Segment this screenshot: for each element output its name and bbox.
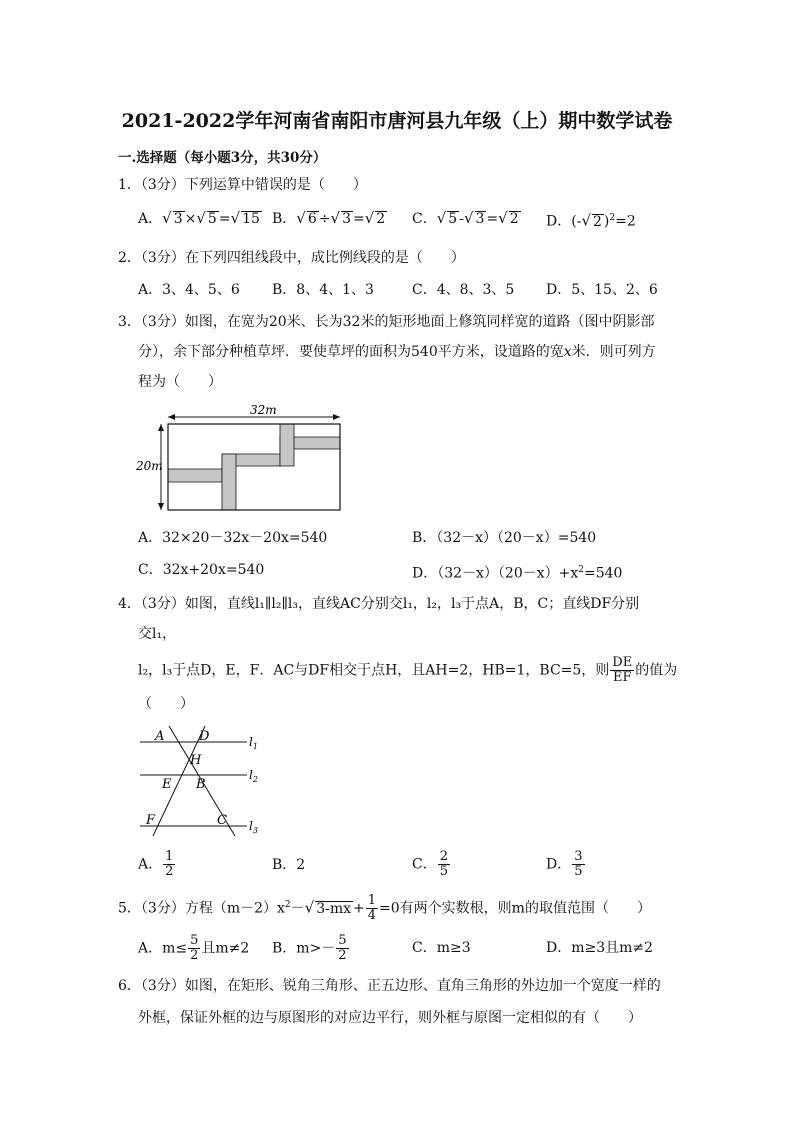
q4-frac-num: DE: [612, 655, 633, 670]
q1-d-exp: 2: [609, 213, 616, 223]
q3-road-horizontal: [168, 437, 340, 482]
q5-rad: 3-mx: [316, 900, 352, 917]
section-heading: 一.选择题（每小题3分，共30分）: [118, 150, 327, 166]
q6-line1: 6．（3分）如图，在矩形、锐角三角形、正五边形、直角三角形的外边加一个宽度一样的: [118, 978, 661, 994]
q4-d-frac: [572, 850, 584, 879]
q5-exp: 2: [284, 899, 291, 910]
q4-a-label: A．: [138, 856, 163, 873]
q3-line3: 程为（ ）: [138, 374, 222, 390]
q5-option-b: [272, 934, 350, 963]
q2-option-b: B．8、4、1、3: [272, 282, 374, 298]
q1-d-label: D．: [546, 213, 572, 230]
q2-option-c: C．4、8、3、5: [412, 282, 515, 298]
q1-a-left: 3: [173, 211, 183, 227]
q1-c-mid: 3: [475, 211, 485, 227]
q5-option-c: C．m≥3: [412, 940, 471, 956]
q5-a-post: 且m≠2: [201, 940, 250, 957]
q1-b-label: B．: [272, 211, 297, 227]
q4-label-l1: $l_1$: [249, 735, 258, 751]
q1-b-eq: =: [353, 211, 365, 227]
page-title: 2021-2022学年河南省南阳市唐河县九年级（上）期中数学试卷: [121, 110, 673, 132]
q4-label-l3: $l_3$: [249, 819, 258, 835]
q3-line2-post: 米．则可列方: [571, 344, 656, 360]
q4-option-c: [412, 850, 451, 879]
q1-a-right: 15: [242, 211, 260, 227]
q3-fig-top-label: 32m: [250, 403, 277, 417]
q4-c-frac: [438, 850, 450, 879]
q1-a-mid: 5: [207, 211, 217, 227]
q4-a-num: 1: [165, 849, 174, 864]
q3-d-pre: D．（32－x）（20－x）+x: [412, 565, 579, 582]
q5-f-den: 4: [367, 908, 377, 923]
q1-option-d: D．(-√ 2 )$^2$=2: [546, 211, 636, 230]
q3-line1: 3．（3分）如图，在宽为20米、长为32米的矩形地面上修筑同样宽的道路（图中阴影部: [118, 314, 655, 330]
q4-line1: 4．（3分）如图，直线l₁∥l₂∥l₃，直线AC分别交l₁，l₂，l₃于点A，B，C；直线DF分别: [118, 596, 640, 612]
q4-option-d: [546, 850, 586, 879]
q5-post: =0有两个实数根，则m的取值范围（ ）: [379, 900, 651, 917]
q1-d-rad: 2: [593, 213, 602, 230]
q4-label-l2: $l_2$: [249, 768, 258, 784]
q5-f-num: 1: [367, 893, 377, 908]
q1-b-left: 6: [307, 211, 317, 227]
q3-line2: [138, 342, 656, 362]
q1-d-pre: (-: [571, 213, 582, 230]
q1-a-label: A．: [138, 211, 163, 227]
q4-point-c: C: [217, 813, 227, 828]
q4-point-d: D: [199, 729, 210, 744]
q3-var: x: [563, 344, 572, 360]
q1-d-eq: =2: [615, 213, 636, 230]
q4-a-frac: [163, 850, 175, 879]
q1-option-c: C．√ 5 -√ 3 =√ 2: [412, 209, 519, 227]
q3-road-vertical-top: [280, 424, 294, 466]
q3-option-a: A．32×20－32x－20x=540: [138, 530, 328, 546]
q3-d-exp: 2: [578, 565, 585, 575]
q2-option-a: A．3、4、5、6: [138, 282, 240, 298]
q1-option-a: A．√ 3 ×√ 5 =√ 15: [138, 209, 260, 227]
q3-option-d: [412, 560, 622, 584]
q4-option-a: [138, 850, 176, 879]
q5-b-den: 2: [338, 948, 347, 963]
q4-line3-text: l₂，l₃于点D，E，F．AC与DF相交于点H，且AH=2，HB=1，BC=5，则: [138, 662, 610, 679]
q5-stem: 5．（3分）方程$(m-2)x^2-√$ 3-mx + $\frac{1}{4}$ =0有两个实数根，则m的取值范围（ ）: [118, 893, 651, 923]
q3-option-b: B．（32－x）（20－x）=540: [412, 530, 597, 546]
q4-line3: [138, 656, 677, 685]
q5-option-a: [138, 934, 249, 963]
q5-a-pre: A．m≤: [138, 940, 188, 957]
q4-point-h: H: [190, 753, 202, 768]
q2-option-d: D．5、15、2、6: [546, 282, 658, 298]
q4-point-a: A: [155, 729, 165, 744]
q4-d-label: D．: [546, 856, 572, 873]
q3-d-post: =540: [584, 565, 623, 582]
q4-c-label: C．: [412, 856, 437, 873]
q5-plus: +: [353, 900, 365, 917]
q1-stem: 1．（3分）下列运算中错误的是（ ）: [118, 177, 367, 193]
q4-point-f: F: [146, 813, 156, 828]
q1-c-eq: =: [486, 211, 499, 227]
q3-figure: [130, 402, 360, 520]
q1-a-eq: =: [218, 211, 231, 227]
q3-road-vertical: [222, 454, 236, 510]
q5-b-frac: [336, 934, 348, 963]
q4-point-b: B: [196, 777, 206, 792]
q1-b-mid: 3: [342, 211, 351, 227]
q1-c-label: C．: [412, 211, 437, 227]
q1-d-post: ): [603, 213, 610, 230]
q1-c-left: 5: [448, 211, 458, 227]
q4-frac-den: EF: [613, 670, 632, 685]
q1-c-op: -: [459, 211, 464, 227]
q5-a-num: 5: [190, 933, 199, 948]
q2-stem: 2．（3分）在下列四组线段中，成比例线段的是（ ）: [118, 250, 465, 266]
q3-line2-pre: 分），余下部分种植草坪．要使草坪的面积为540平方米，设道路的宽: [138, 344, 564, 360]
q4-c-num: 2: [439, 849, 448, 864]
q1-option-b: B．√ 6 ÷√ 3 =√ 2: [272, 209, 386, 227]
q4-line2: 交l₁，: [138, 626, 177, 642]
q5-minus: －: [290, 900, 305, 917]
q1-a-op: ×: [184, 211, 197, 227]
q4-d-den: 5: [574, 864, 583, 879]
q5-b-num: 5: [338, 933, 347, 948]
q4-fraction: [610, 656, 634, 685]
q1-c-right: 2: [509, 211, 519, 227]
q4-c-den: 5: [439, 864, 448, 879]
q4-figure: [135, 722, 275, 844]
q5-a-den: 2: [190, 948, 199, 963]
q4-a-den: 2: [165, 864, 174, 879]
q3-option-c: C．32x+20x=540: [138, 562, 265, 578]
q4-line4: （ ）: [138, 696, 194, 712]
q6-line2: 外框，保证外框的边与原图形的对应边平行，则外框与原图一定相似的有（ ）: [138, 1010, 642, 1026]
q4-option-b: B．2: [272, 857, 306, 873]
q5-frac: [366, 894, 378, 923]
q1-b-right: 2: [376, 211, 386, 227]
q5-pre: 5．（3分）方程（m－2）x: [118, 900, 285, 917]
q3-fig-left-label: 20m: [136, 459, 163, 473]
q4-line3-post: 的值为: [635, 662, 678, 679]
q4-d-num: 3: [574, 849, 583, 864]
q5-b-pre: B．m>－: [272, 940, 336, 957]
q1-b-op: ÷: [318, 211, 331, 227]
q5-option-d: D．m≥3且m≠2: [546, 940, 654, 956]
q5-a-frac: [188, 934, 200, 963]
q4-point-e: E: [162, 777, 172, 792]
